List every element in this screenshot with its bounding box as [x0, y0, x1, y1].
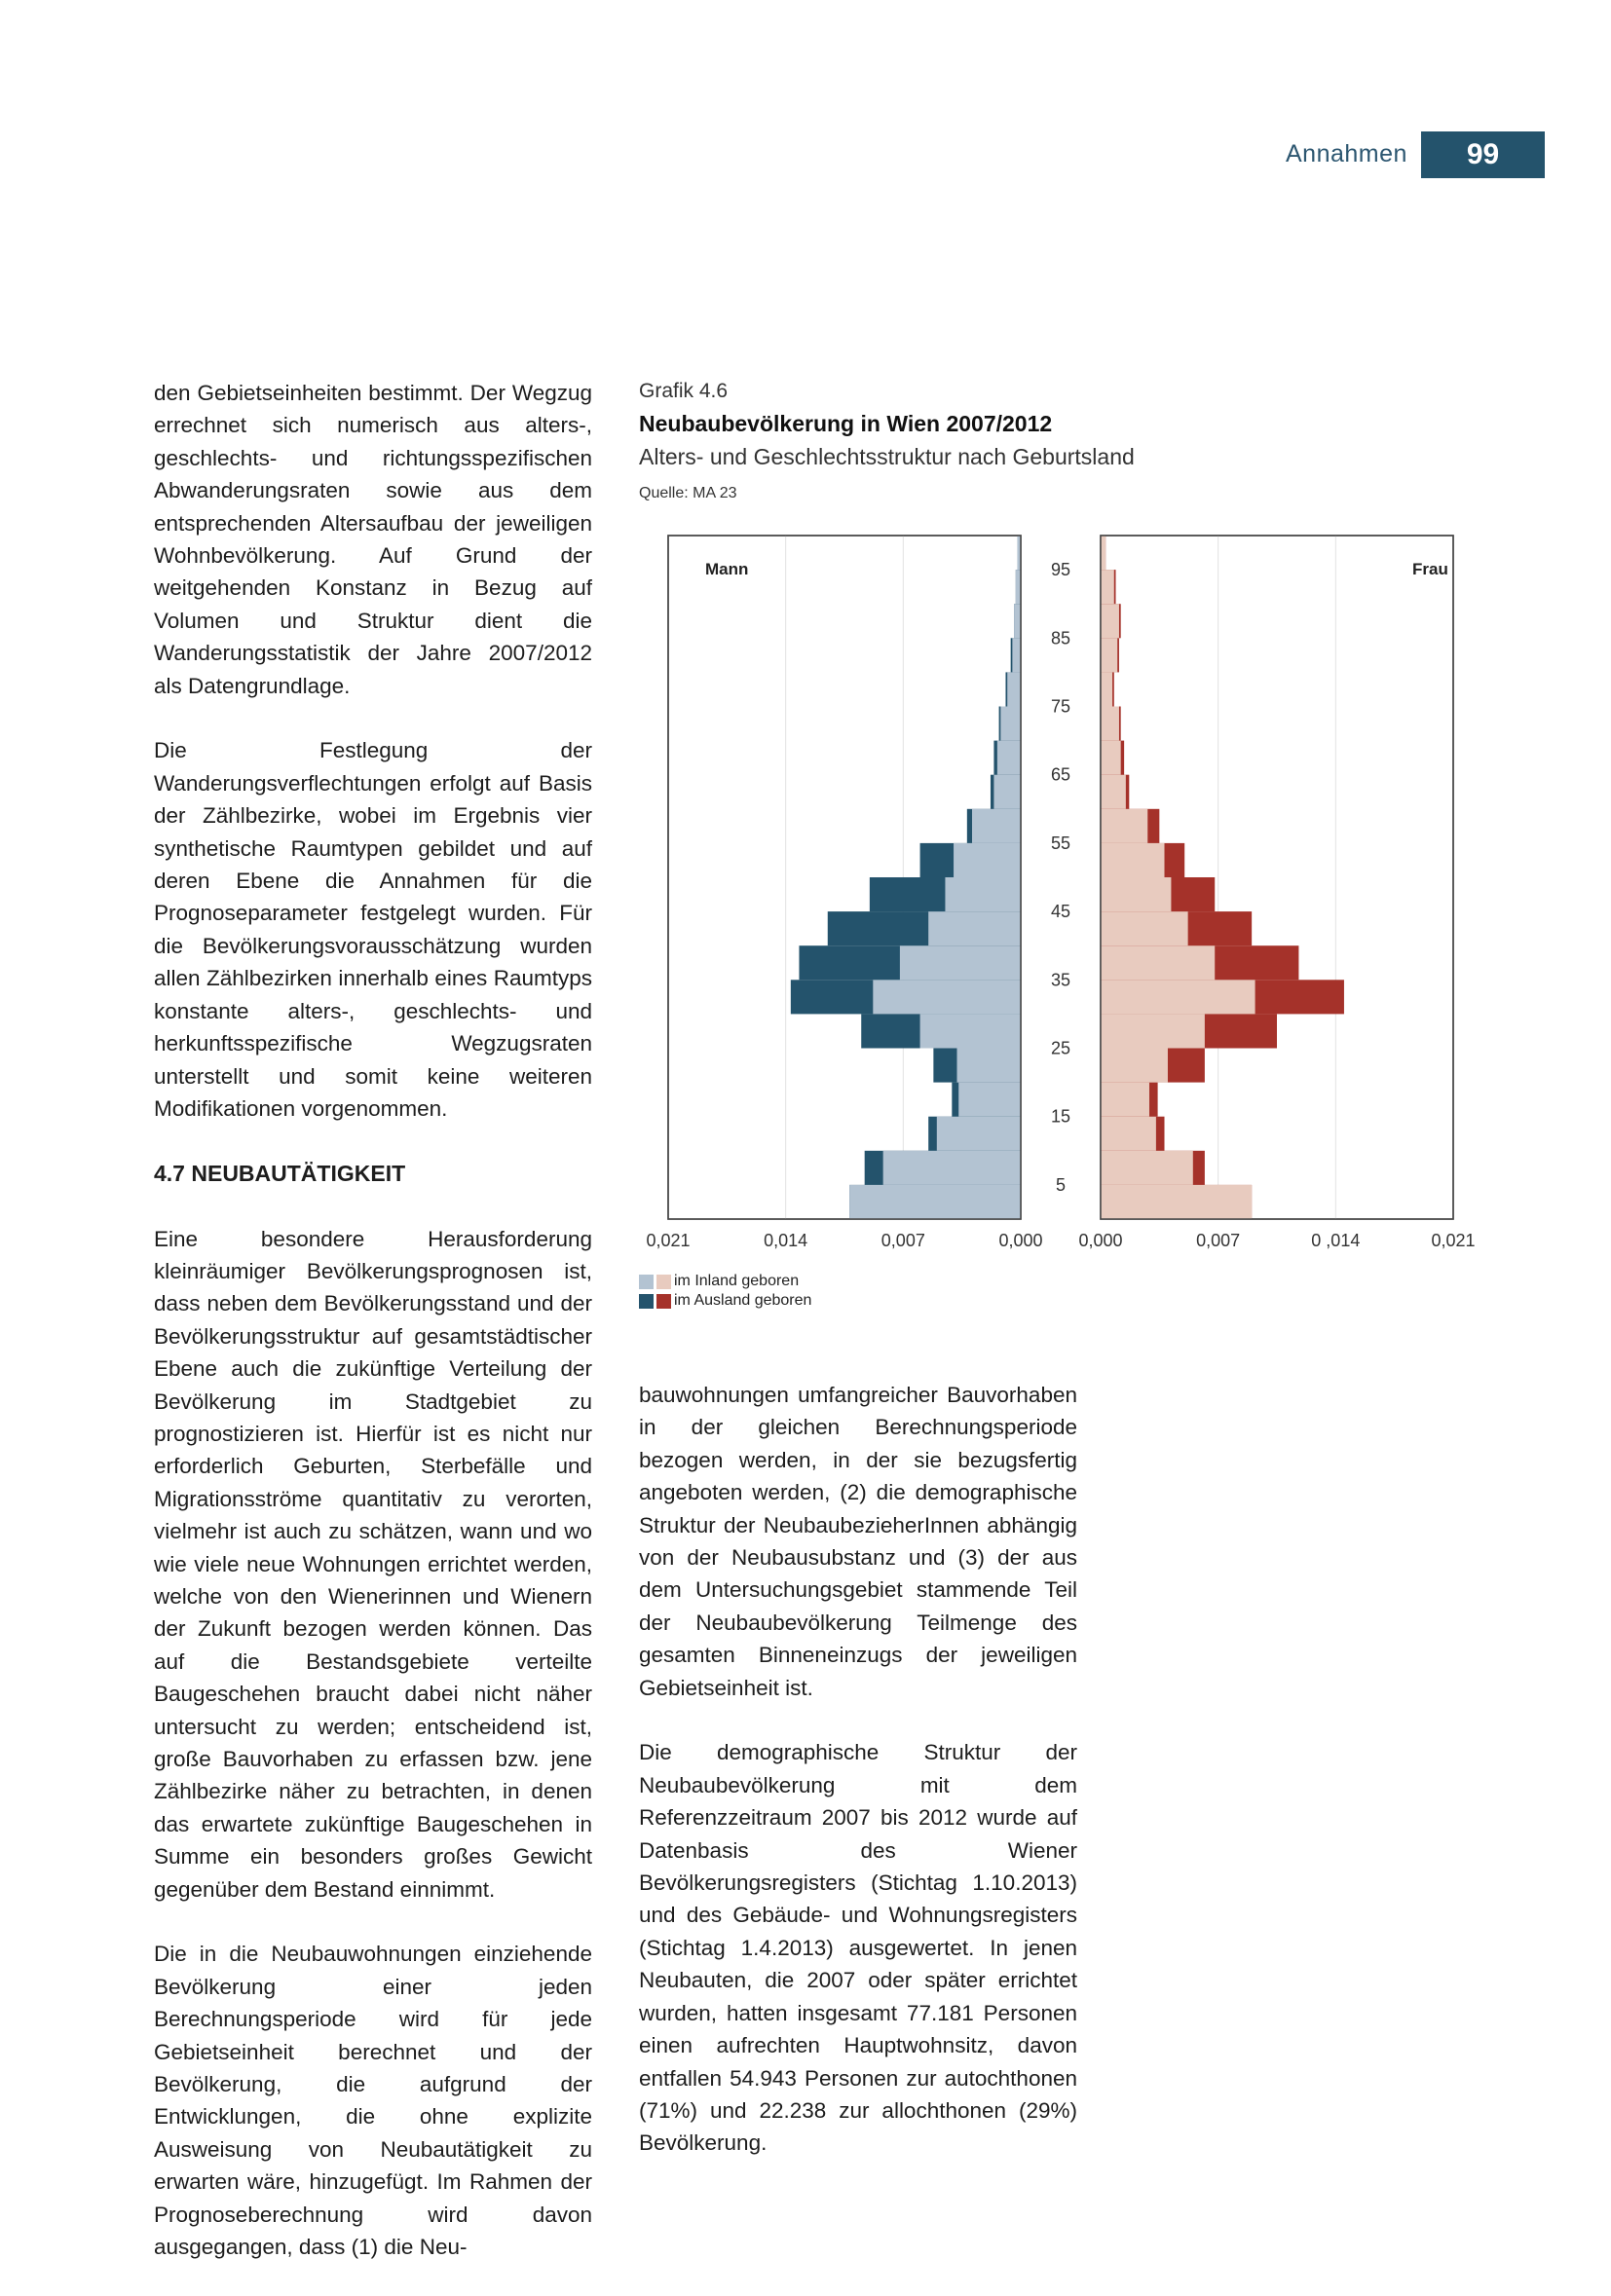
bar-female-inland — [1101, 809, 1147, 843]
legend-label: im Inland geboren — [674, 1273, 800, 1289]
bar-female-inland — [1101, 877, 1171, 911]
age-tick-label: 45 — [1050, 902, 1071, 922]
bar-female-inland — [1101, 672, 1112, 706]
age-tick-label: 95 — [1050, 560, 1071, 580]
paragraph: bauwohnungen umfangreicher Bauvorhaben in der gleichen Berechnungsperiode bezogen werden, in der sie bezugsfertig angeboten werden, (2) die demographische Struktur der NeubaubezieherInnen abhängig von der Neubausubstanz und (3) der aus dem Untersuchungsgebiet stammende Teil der Neubaubevölkerung Teilmenge des gesamten Binneneinzugs der jeweiligen Gebietseinheit ist. — [639, 1383, 1077, 1700]
x-tick-label-left: 0,007 — [880, 1231, 925, 1250]
x-tick-label-left: 0,021 — [646, 1231, 691, 1250]
legend-swatch-male-ausland — [639, 1294, 654, 1309]
paragraph: Die Festlegung der Wanderungsverflechtungen erfolgt auf Basis der Zählbezirke, wobei im Ergebnis vier synthetische Raumtypen gebildet und auf deren Ebene die Annahmen für die Prognoseparameter festgelegt wurden. Für die Bevölkerungsvorausschätzung wurden allen Zählbezirken innerhalb eines Raumtyps konstante alters-, geschlechts- und herkunftsspezifische Wegzugsraten unterstellt und somit keine weiteren Modifikationen vorgenommen. — [154, 738, 592, 1121]
female-panel-label: Frau — [1412, 560, 1448, 578]
x-tick-label-right: 0,021 — [1431, 1231, 1476, 1250]
bar-female-inland — [1101, 638, 1117, 672]
bar-male-inland — [920, 1014, 1021, 1048]
x-tick-label-right: 0,007 — [1196, 1231, 1241, 1250]
bar-female-inland — [1101, 843, 1165, 877]
bar-female-inland — [1101, 980, 1255, 1014]
bar-male-inland — [883, 1151, 1021, 1185]
bar-female-inland — [1101, 570, 1114, 604]
legend-swatch-female-inland — [656, 1275, 671, 1289]
paragraph: den Gebietseinheiten bestimmt. Der Wegzug errechnet sich numerisch aus alters-, geschlechts- und richtungsspezifischen Abwanderungsraten sowie aus dem entsprechenden Altersaufbau der jeweiligen Wohnbevölkerung. Auf Grund der weitgehenden Konstanz in Bezug auf Volumen und Struktur dient die Wanderungsstatistik der Jahre 2007/2012 als Datengrundlage. — [154, 381, 592, 698]
bar-female-inland — [1101, 604, 1119, 638]
bar-male-inland — [1016, 570, 1021, 604]
paragraph: Die demographische Struktur der Neubaubevölkerung mit dem Referenzzeitraum 2007 bis 2012 wurde auf Datenbasis des Wiener Bevölkerungsregisters (Stichtag 1.10.2013) und des Gebäude- und Wohnungsregisters (Stichtag 1.4.2013) ausgewertet. In jenen Neubauten, die 2007 oder später errichtet wurden, hatten insgesamt 77.181 Personen einen aufrechten Hauptwohnsitz, davon entfallen 54.943 Personen zur autochthonen (71%) und 22.238 zur allochthonen (29%) Bevölkerung. — [639, 1740, 1077, 2156]
age-tick-label: 65 — [1050, 764, 1071, 785]
right-text-column — [639, 1379, 1077, 2192]
bar-male-inland — [997, 741, 1021, 775]
bar-female-inland — [1101, 1049, 1168, 1083]
x-tick-label-right: 0,000 — [1078, 1231, 1123, 1250]
figure-title: Neubaubevölkerung in Wien 2007/2012 — [639, 411, 1053, 436]
bar-female-inland — [1101, 1185, 1252, 1219]
bar-female-inland — [1101, 741, 1121, 775]
bar-female-inland — [1101, 911, 1188, 945]
bar-male-inland — [873, 980, 1021, 1014]
bar-male-inland — [1007, 672, 1021, 706]
bar-male-inland — [945, 877, 1021, 911]
paragraph: Eine besondere Herausforderung kleinräumiger Bevölkerungsprognosen ist, dass neben dem Bevölkerungsstand und der Bevölkerungsstruktur auf gesamtstädtischer Ebene auch die zukünftige Verteilung der Bevölkerung im Stadtgebiet zu prognostizieren ist. Hierfür ist es nicht nur erforderlich Geburten, Sterbefälle und Migrationsströme quantitativ zu verorten, vielmehr ist auch zu schätzen, wann und wo wie viele neue Wohnungen errichtet werden, welche von den Wienerinnen und Wienern der Zukunft bezogen werden können. Das auf die Bestandsgebiete verteilte Baugeschehen braucht dabei nicht näher untersucht zu werden; entscheidend ist, große Bauvorhaben zu erfassen bzw. jene Zählbezirke näher zu betrachten, in denen das erwartete zukünftige Baugeschehen in Summe ein besonders großes Gewicht gegenüber dem Bestand einnimmt. — [154, 1226, 592, 1902]
legend-item-inland — [639, 1272, 811, 1291]
bar-female-inland — [1101, 775, 1126, 809]
age-tick-label: 75 — [1050, 696, 1071, 717]
bar-male-inland — [958, 1083, 1021, 1117]
x-tick-label-left: 0,014 — [764, 1231, 808, 1250]
bar-male-inland — [937, 1117, 1021, 1151]
paragraph: Die in die Neubauwohnungen einziehende Bevölkerung einer jeden Berechnungsperiode wird für jede Gebietseinheit berechnet und der Bevölkerung, die aufgrund der Entwicklungen, die ohne explizite Ausweisung von Neubautätigkeit zu erwarten wäre, hinzugefügt. Im Rahmen der Prognoseberechnung wird davon ausgegangen, dass (1) die Neu- — [154, 1942, 592, 2260]
male-panel-label: Mann — [705, 560, 749, 578]
bar-female-inland — [1101, 1151, 1193, 1185]
legend-swatch-male-inland — [639, 1275, 654, 1289]
running-header-section: Annahmen — [1286, 140, 1407, 167]
bar-female-inland — [1101, 536, 1105, 570]
page-number: 99 — [1421, 131, 1545, 178]
legend-swatch-female-ausland — [656, 1294, 671, 1309]
bar-male-inland — [928, 911, 1021, 945]
bar-female-inland — [1101, 1083, 1149, 1117]
age-tick-label: 55 — [1050, 833, 1071, 853]
chart-legend — [639, 1272, 811, 1311]
figure-source: Quelle: MA 23 — [639, 485, 737, 501]
x-tick-label-left: 0,000 — [998, 1231, 1043, 1250]
bar-male-inland — [1000, 707, 1021, 741]
age-tick-label: 85 — [1050, 628, 1071, 648]
bar-male-inland — [900, 945, 1021, 980]
age-tick-label: 25 — [1050, 1038, 1071, 1058]
age-tick-label: 5 — [1055, 1174, 1067, 1195]
bar-male-inland — [1012, 638, 1021, 672]
x-tick-label-right: 0 ,014 — [1311, 1231, 1361, 1250]
bar-male-inland — [993, 775, 1021, 809]
age-tick-label: 35 — [1050, 970, 1071, 990]
legend-label: im Ausland geboren — [674, 1292, 812, 1309]
bar-male-inland — [956, 1049, 1021, 1083]
figure-subtitle: Alters- und Geschlechtsstruktur nach Geburtsland — [639, 444, 1135, 469]
bar-female-inland — [1101, 707, 1119, 741]
bar-male-inland — [954, 843, 1021, 877]
bar-female-inland — [1101, 1117, 1156, 1151]
bar-female-inland — [1101, 945, 1215, 980]
figure-label: Grafik 4.6 — [639, 380, 729, 402]
age-tick-label: 15 — [1050, 1106, 1071, 1127]
legend-item-ausland — [639, 1291, 811, 1311]
bar-male-inland — [1014, 604, 1021, 638]
population-pyramid-chart — [633, 526, 1480, 1266]
bar-male-inland — [849, 1185, 1021, 1219]
left-text-column — [154, 377, 592, 2296]
section-heading: 4.7 NEUBAUTÄTIGKEIT — [154, 1160, 406, 1186]
bar-female-inland — [1101, 1014, 1205, 1048]
bar-male-inland — [972, 809, 1021, 843]
